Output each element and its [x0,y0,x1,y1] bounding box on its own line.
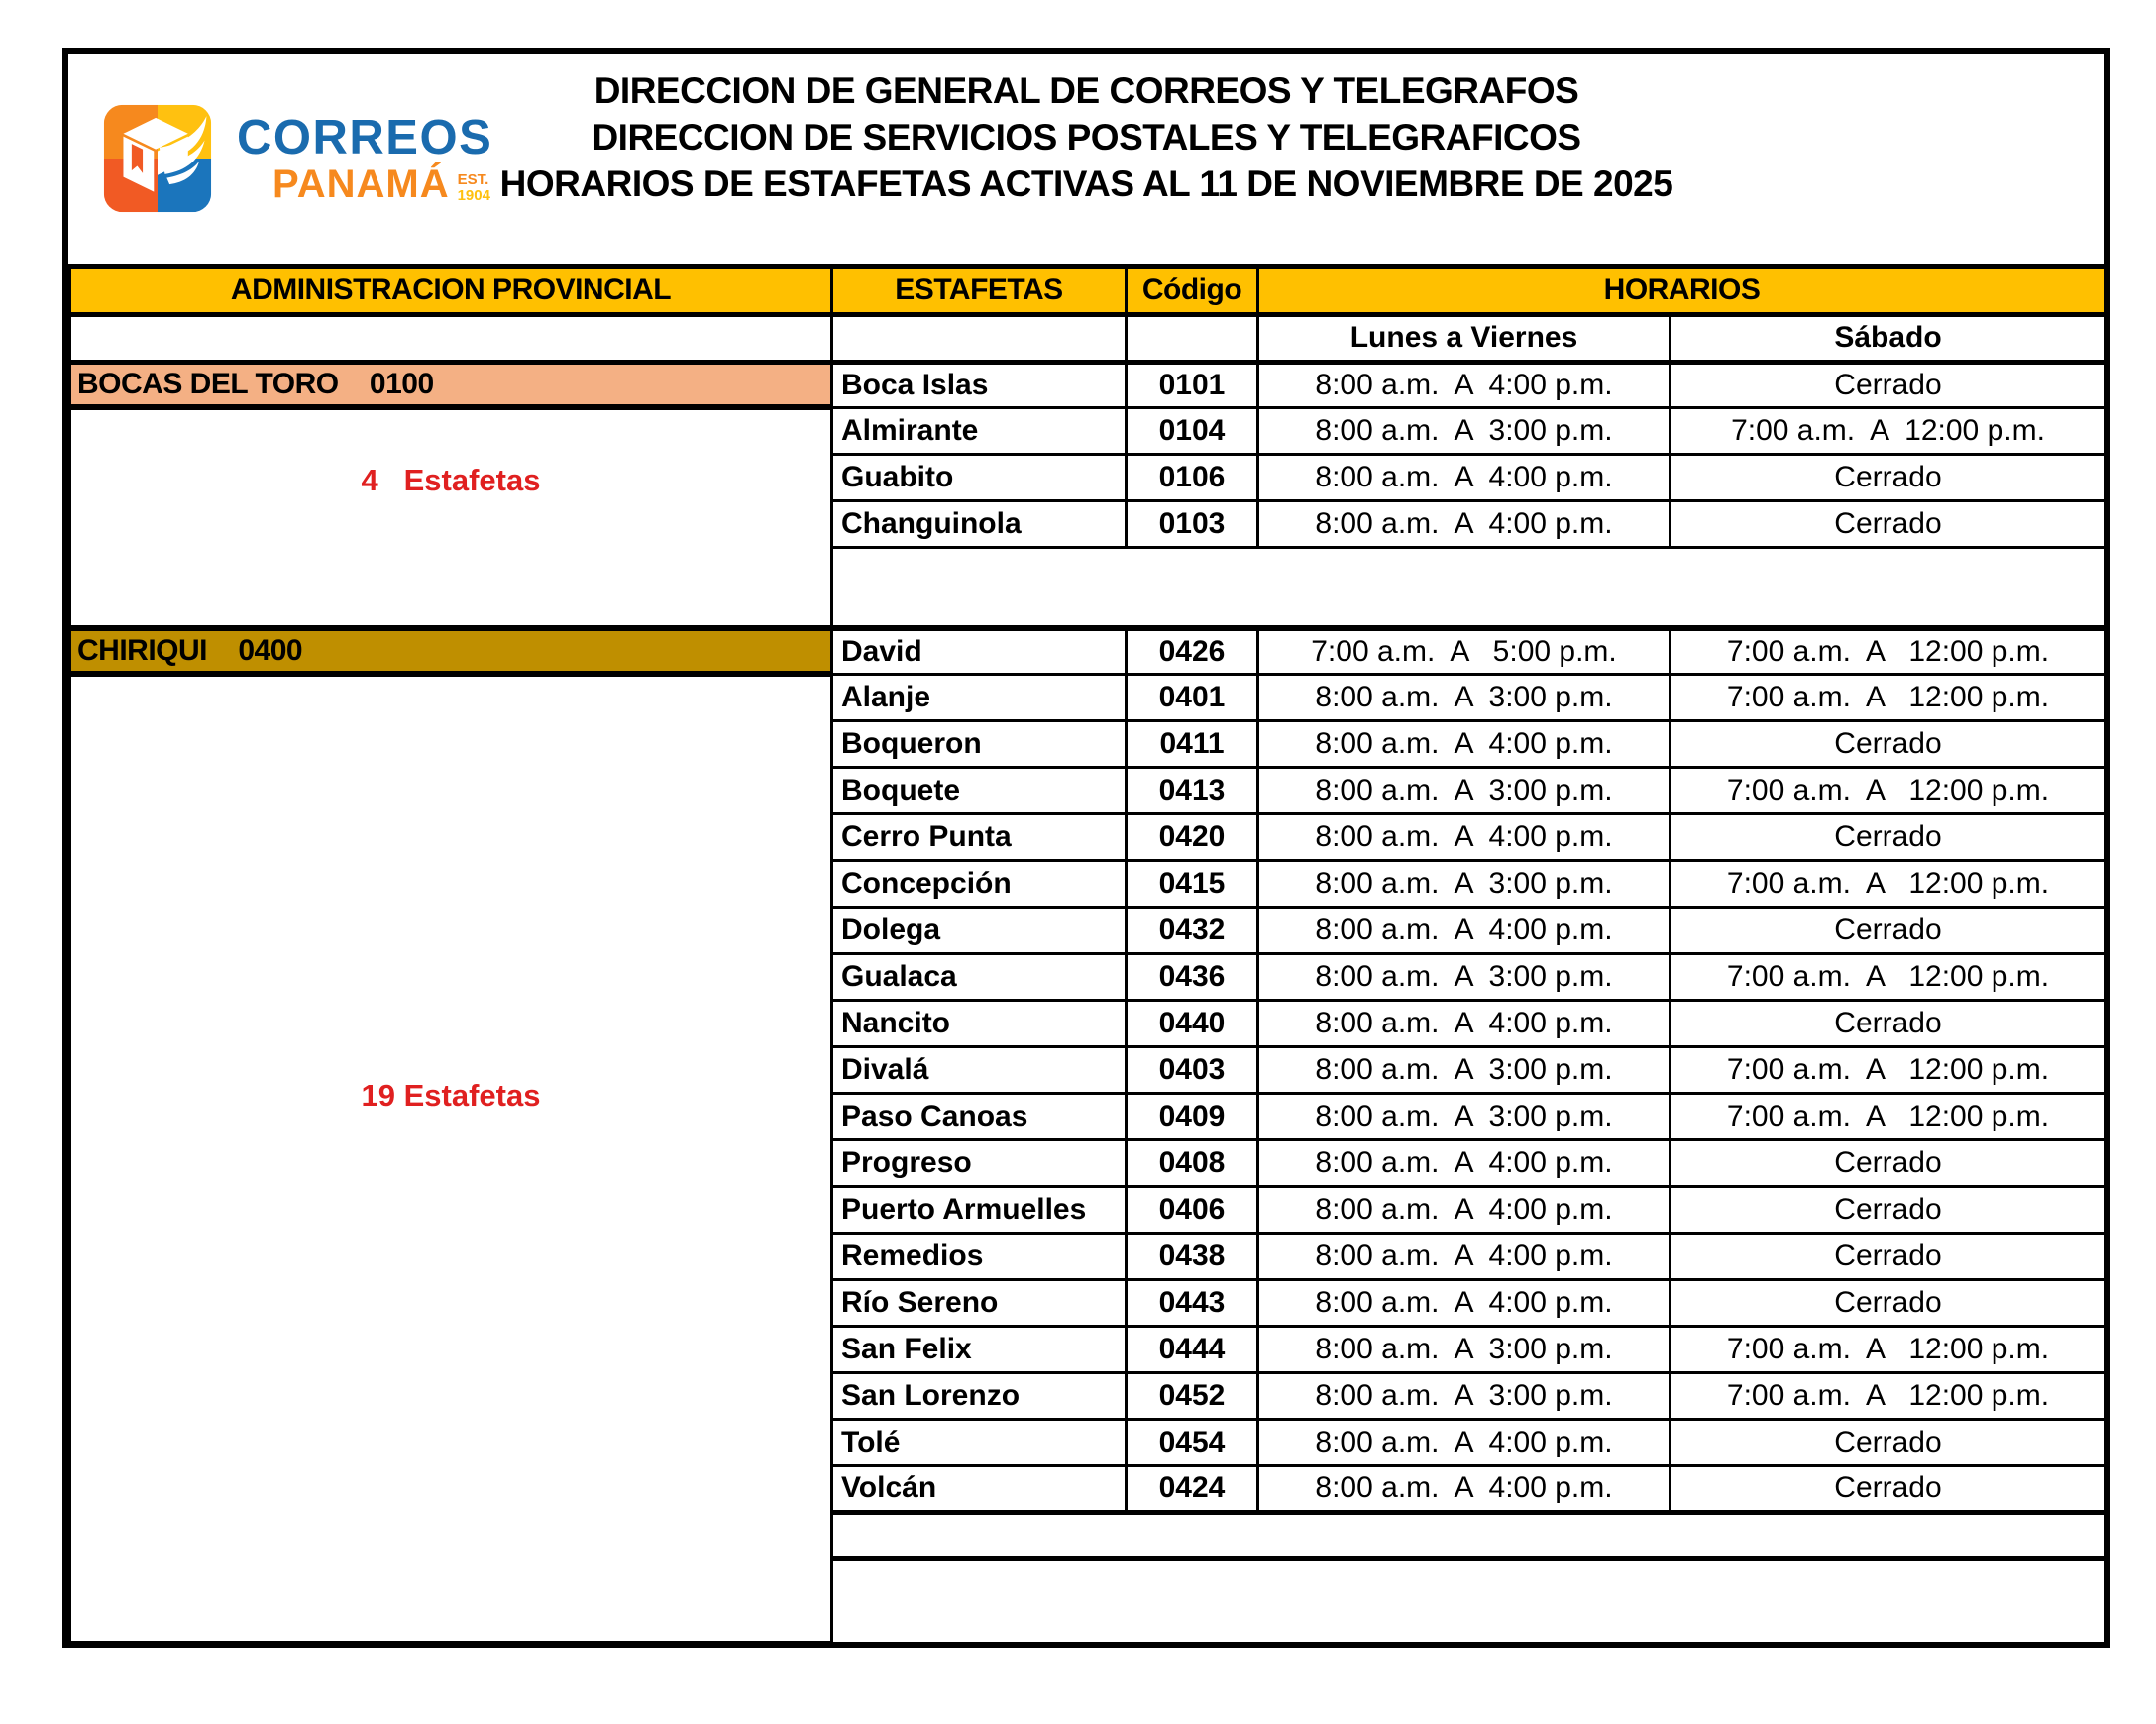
column-header-lunes-a-viernes: Lunes a Viernes [1258,314,1671,362]
sabado-cell: 7:00 a.m. A 12:00 p.m. [1671,407,2106,454]
estafetas-count-bocas [70,407,832,628]
estafeta-cell: San Lorenzo [832,1372,1127,1419]
province-header-bocas-del-toro: BOCAS DEL TORO 0100 [70,362,832,407]
codigo-cell: 0443 [1127,1279,1258,1326]
estafeta-cell: Tolé [832,1419,1127,1465]
sabado-cell: 7:00 a.m. A 12:00 p.m. [1671,1326,2106,1372]
codigo-cell: 0454 [1127,1419,1258,1465]
estafeta-cell: Remedios [832,1233,1127,1279]
lunes-viernes-cell: 8:00 a.m. A 4:00 p.m. [1258,907,1671,953]
sabado-cell: 7:00 a.m. A 12:00 p.m. [1671,1046,2106,1093]
estafeta-cell: Dolega [832,907,1127,953]
lunes-viernes-cell: 8:00 a.m. A 3:00 p.m. [1258,860,1671,907]
lunes-viernes-cell: 8:00 a.m. A 4:00 p.m. [1258,1139,1671,1186]
sabado-cell: 7:00 a.m. A 12:00 p.m. [1671,953,2106,1000]
sabado-cell: Cerrado [1671,1279,2106,1326]
sabado-cell: Cerrado [1671,907,2106,953]
estafeta-cell: Changuinola [832,500,1127,547]
estafeta-cell: Boqueron [832,720,1127,767]
estafeta-cell: Volcán [832,1465,1127,1512]
document-sheet [62,48,2110,1648]
estafeta-cell: Río Sereno [832,1279,1127,1326]
column-header-estafetas: ESTAFETAS [832,267,1127,314]
sabado-cell: Cerrado [1671,454,2106,500]
codigo-cell: 0440 [1127,1000,1258,1046]
lunes-viernes-cell: 8:00 a.m. A 4:00 p.m. [1258,813,1671,860]
province-header-chiriqui: CHIRIQUI 0400 [70,628,832,674]
sabado-cell: 7:00 a.m. A 12:00 p.m. [1671,1372,2106,1419]
sabado-cell: Cerrado [1671,1139,2106,1186]
sabado-cell: Cerrado [1671,1465,2106,1512]
document-title-block [68,67,2104,207]
title-line-1: DIRECCION DE GENERAL DE CORREOS Y TELEGRAFOS [593,70,1579,111]
lunes-viernes-cell: 8:00 a.m. A 3:00 p.m. [1258,1372,1671,1419]
lunes-viernes-cell: 8:00 a.m. A 4:00 p.m. [1258,1000,1671,1046]
codigo-cell: 0444 [1127,1326,1258,1372]
title-line-3: HORARIOS DE ESTAFETAS ACTIVAS AL 11 DE NOVIEMBRE DE 2025 [499,163,1673,204]
empty-cell [832,314,1127,362]
table-header-row [70,267,2106,314]
column-header-sabado: Sábado [1671,314,2106,362]
sabado-cell: Cerrado [1671,362,2106,407]
codigo-cell: 0401 [1127,674,1258,720]
lunes-viernes-cell: 8:00 a.m. A 4:00 p.m. [1258,1465,1671,1512]
codigo-cell: 0413 [1127,767,1258,813]
lunes-viernes-cell: 8:00 a.m. A 4:00 p.m. [1258,720,1671,767]
estafeta-cell: Divalá [832,1046,1127,1093]
empty-row [832,1558,2106,1644]
sabado-cell: 7:00 a.m. A 12:00 p.m. [1671,767,2106,813]
table-row [70,362,2106,407]
codigo-cell: 0415 [1127,860,1258,907]
column-header-codigo: Código [1127,267,1258,314]
lunes-viernes-cell: 7:00 a.m. A 5:00 p.m. [1258,628,1671,674]
estafeta-cell: Progreso [832,1139,1127,1186]
table-row [70,407,2106,454]
codigo-cell: 0408 [1127,1139,1258,1186]
estafeta-cell: Alanje [832,674,1127,720]
estafetas-count-chiriqui [70,674,832,1644]
estafeta-cell: San Felix [832,1326,1127,1372]
codigo-cell: 0106 [1127,454,1258,500]
sabado-cell: 7:00 a.m. A 12:00 p.m. [1671,674,2106,720]
title-area [68,54,2104,264]
estafeta-cell: Puerto Armuelles [832,1186,1127,1233]
lunes-viernes-cell: 8:00 a.m. A 4:00 p.m. [1258,362,1671,407]
sabado-cell: 7:00 a.m. A 12:00 p.m. [1671,860,2106,907]
column-header-horarios: HORARIOS [1258,267,2106,314]
table-row [70,674,2106,720]
codigo-cell: 0409 [1127,1093,1258,1139]
estafeta-cell: Nancito [832,1000,1127,1046]
schedule-table [68,264,2107,1647]
table-row [70,628,2106,674]
sabado-cell: Cerrado [1671,500,2106,547]
estafeta-cell: Cerro Punta [832,813,1127,860]
title-line-2: DIRECCION DE SERVICIOS POSTALES Y TELEGRAFICOS [592,117,1581,158]
estafetas-count-bocas-text: 4 Estafetas [361,462,541,497]
estafeta-cell: Guabito [832,454,1127,500]
lunes-viernes-cell: 8:00 a.m. A 4:00 p.m. [1258,1233,1671,1279]
codigo-cell: 0103 [1127,500,1258,547]
codigo-cell: 0432 [1127,907,1258,953]
empty-row [832,547,2106,628]
sabado-cell: 7:00 a.m. A 12:00 p.m. [1671,628,2106,674]
codigo-cell: 0452 [1127,1372,1258,1419]
estafeta-cell: Gualaca [832,953,1127,1000]
codigo-cell: 0436 [1127,953,1258,1000]
sabado-cell: Cerrado [1671,1000,2106,1046]
sabado-cell: Cerrado [1671,1233,2106,1279]
lunes-viernes-cell: 8:00 a.m. A 4:00 p.m. [1258,454,1671,500]
codigo-cell: 0403 [1127,1046,1258,1093]
logo-est-label: EST. [457,171,489,188]
lunes-viernes-cell: 8:00 a.m. A 4:00 p.m. [1258,1419,1671,1465]
lunes-viernes-cell: 8:00 a.m. A 4:00 p.m. [1258,1186,1671,1233]
sabado-cell: Cerrado [1671,1419,2106,1465]
estafeta-cell: Almirante [832,407,1127,454]
lunes-viernes-cell: 8:00 a.m. A 4:00 p.m. [1258,500,1671,547]
codigo-cell: 0101 [1127,362,1258,407]
lunes-viernes-cell: 8:00 a.m. A 3:00 p.m. [1258,407,1671,454]
logo-year-label: 1904 [457,187,490,204]
estafetas-count-chiriqui-text: 19 Estafetas [361,1078,541,1113]
empty-cell [70,314,832,362]
estafeta-cell: David [832,628,1127,674]
lunes-viernes-cell: 8:00 a.m. A 3:00 p.m. [1258,1046,1671,1093]
lunes-viernes-cell: 8:00 a.m. A 3:00 p.m. [1258,674,1671,720]
sabado-cell: Cerrado [1671,1186,2106,1233]
estafeta-cell: Boquete [832,767,1127,813]
lunes-viernes-cell: 8:00 a.m. A 3:00 p.m. [1258,953,1671,1000]
codigo-cell: 0424 [1127,1465,1258,1512]
lunes-viernes-cell: 8:00 a.m. A 3:00 p.m. [1258,1093,1671,1139]
lunes-viernes-cell: 8:00 a.m. A 4:00 p.m. [1258,1279,1671,1326]
sabado-cell: Cerrado [1671,720,2106,767]
codigo-cell: 0411 [1127,720,1258,767]
estafeta-cell: Boca Islas [832,362,1127,407]
logo-country-text: PANAMÁ [272,162,450,206]
codigo-cell: 0104 [1127,407,1258,454]
empty-cell [1127,314,1258,362]
column-header-administracion-provincial: ADMINISTRACION PROVINCIAL [70,267,832,314]
estafeta-cell: Concepción [832,860,1127,907]
table-subheader-row [70,314,2106,362]
codigo-cell: 0426 [1127,628,1258,674]
codigo-cell: 0406 [1127,1186,1258,1233]
empty-row [832,1512,2106,1558]
codigo-cell: 0438 [1127,1233,1258,1279]
codigo-cell: 0420 [1127,813,1258,860]
sabado-cell: Cerrado [1671,813,2106,860]
logo-brand-text: CORREOS [237,111,493,164]
sabado-cell: 7:00 a.m. A 12:00 p.m. [1671,1093,2106,1139]
lunes-viernes-cell: 8:00 a.m. A 3:00 p.m. [1258,767,1671,813]
lunes-viernes-cell: 8:00 a.m. A 3:00 p.m. [1258,1326,1671,1372]
estafeta-cell: Paso Canoas [832,1093,1127,1139]
